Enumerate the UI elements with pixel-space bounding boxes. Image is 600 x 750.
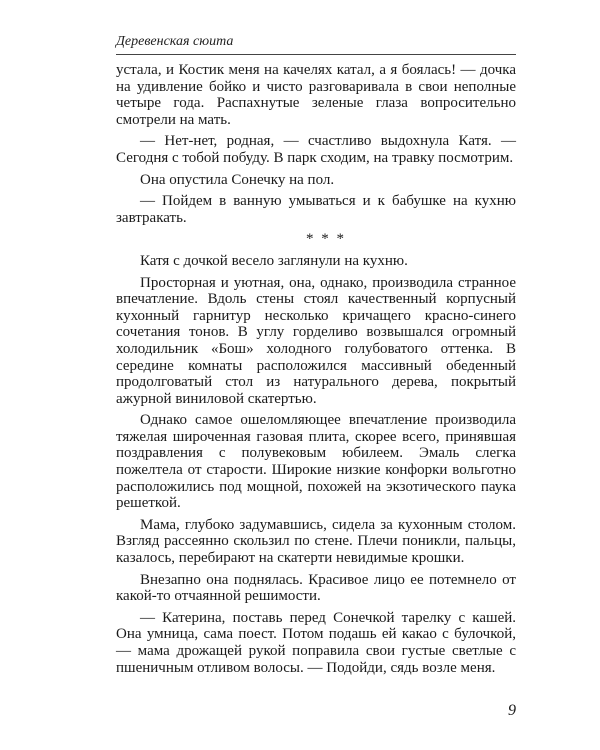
page-number: 9 bbox=[508, 702, 516, 719]
body-text bbox=[116, 62, 516, 681]
paragraph: устала, и Костик меня на качелях катал, а я боялась! — дочка на удивление бойко и чисто разговаривала в свои неполные четыре года. Распахнутые зеленые глаза вопросительно смотрели на мать. bbox=[116, 62, 516, 128]
paragraph: — Нет-нет, родная, — счастливо выдохнула Катя. — Сегодня с тобой побуду. В парк сходим, на травку посмотрим. bbox=[116, 133, 516, 166]
paragraph: Внезапно она поднялась. Красивое лицо ее потемнело от какой-то отчаянной решимости. bbox=[116, 571, 516, 605]
paragraph: Она опустила Сонечку на пол. bbox=[140, 171, 335, 188]
paragraph: Однако самое ошеломляющее впечатление производила тяжелая широченная газовая плита, скорее всего, принявшая поздравления с полувековым юбилеем. Эмаль слегка пожелтела от старости. Широкие низкие конфорки вольготно расположились под мощной, похожей на экзотического паука решеткой. bbox=[116, 412, 516, 512]
paragraph: — Пойдем в ванную умываться и к бабушке на кухню завтракать. bbox=[116, 193, 516, 226]
section-break: * * * bbox=[306, 231, 346, 248]
paragraph: Мама, глубоко задумавшись, сидела за кухонным столом. Взгляд рассеянно скользил по стене. Плечи поникли, пальцы, казалось, перебирают на скатерти невидимые крошки. bbox=[116, 516, 516, 567]
running-header: Деревенская сюита bbox=[116, 34, 234, 49]
paragraph: — Катерина, поставь перед Сонечкой тарелку с кашей. Она умница, сама поест. Потом подашь ей какао с булочкой, — мама дрожащей рукой поправила свои густые светлые с пшеничным отливом волосы. — Подойди, сядь возле меня. bbox=[116, 609, 516, 676]
paragraph: Просторная и уютная, она, однако, производила странное впечатление. Вдоль стены стоял качественный корпусный кухонный гарнитур несколько кричащего красно-синего сочетания тонов. В углу горделиво возвышался огромный холодильник «Бош» холодного голубоватого оттенка. В середине комнаты расположился массивный обеденный продолговатый стол из натурального дерева, покрытый ажурной виниловой скатертью. bbox=[116, 274, 516, 407]
header-rule bbox=[116, 54, 516, 55]
paragraph: Катя с дочкой весело заглянули на кухню. bbox=[140, 252, 408, 269]
